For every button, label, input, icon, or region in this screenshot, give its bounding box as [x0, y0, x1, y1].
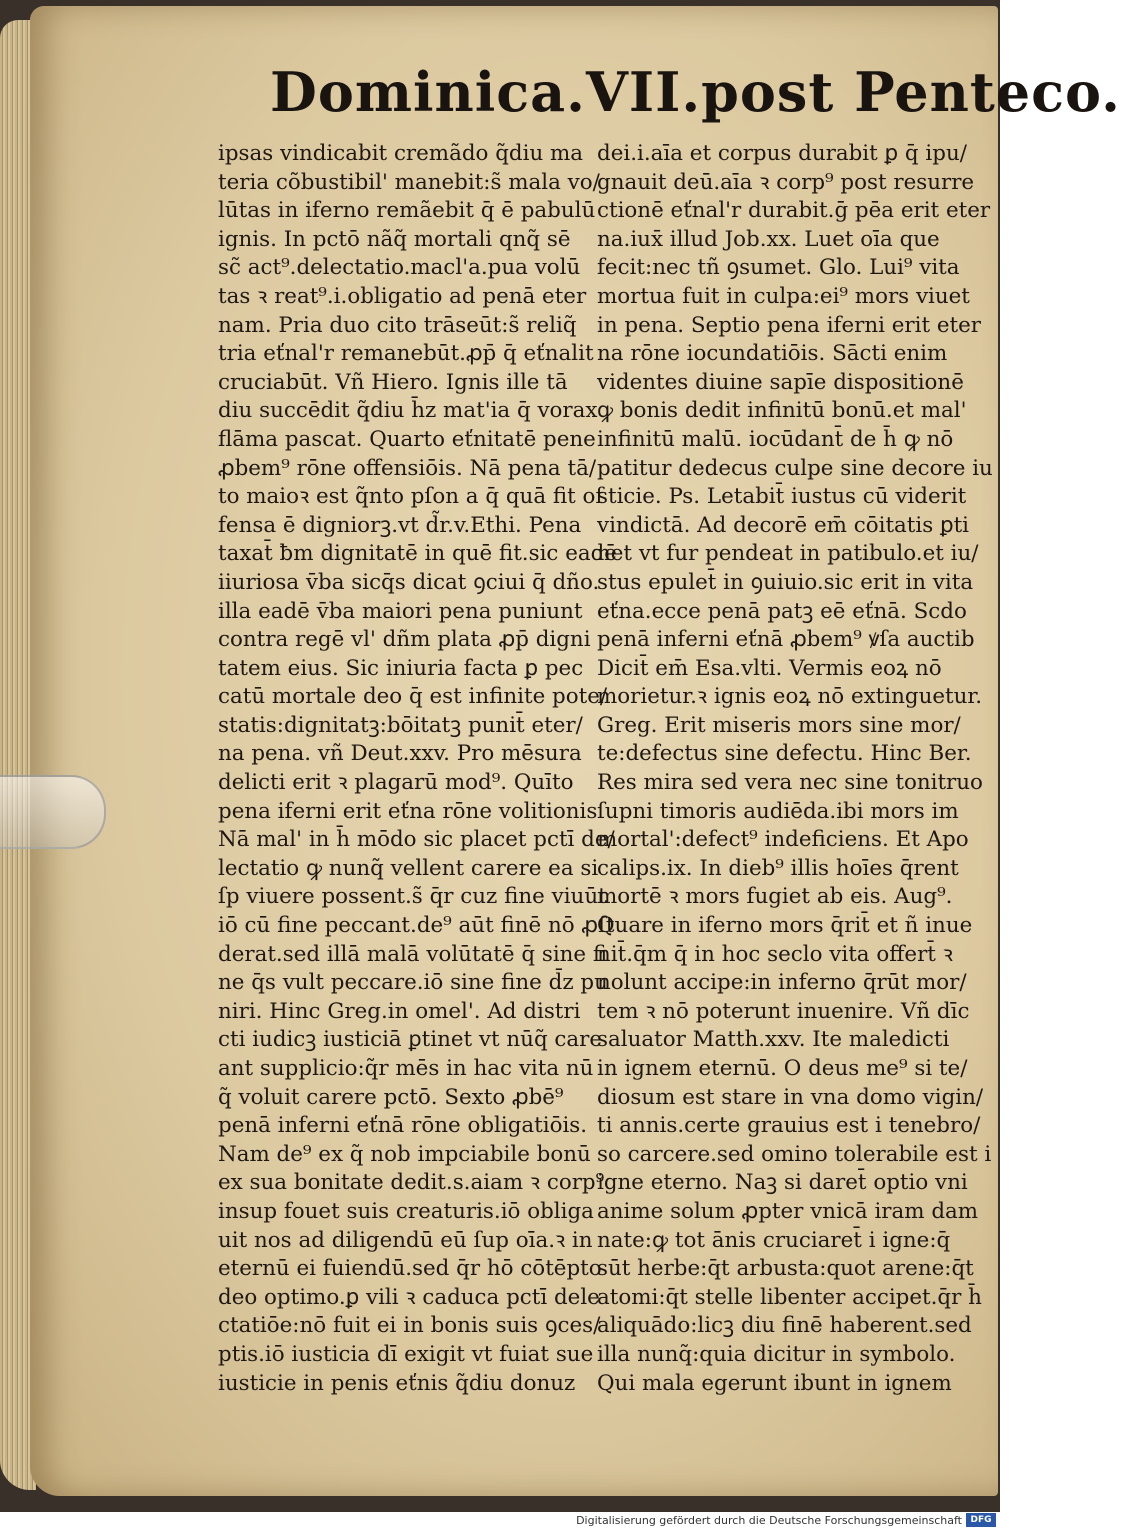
dfg-logo: DFG	[966, 1513, 996, 1527]
text-line: catū mortale deo q̄ est infinite pote/	[218, 684, 608, 710]
text-line: uit nos ad diligendū eū ſup oīa.ꝛ in	[218, 1227, 593, 1253]
text-line: ne q̄s vult peccare.iō sine fine d̄z pu	[218, 970, 608, 996]
text-line: tem ꝛ nō poterunt inuenire. Vñ dīc	[597, 998, 970, 1024]
text-line: ti annis.certe grauius est i tenebro/	[597, 1113, 981, 1139]
text-line: lectatio ꝙ nunq̃ vellent carere ea si	[218, 855, 599, 881]
text-line: patitur dedecus culpe sine decore iu	[597, 455, 993, 481]
text-line: statis:dignitatꝫ:bōitatꝫ punit̄ eter/	[218, 712, 583, 738]
text-line: ptis.iō iusticia dī exigit vt fuiat sue	[218, 1341, 594, 1367]
text-line: na pena. vñ Deut.xxv. Pro mēsura	[218, 741, 582, 767]
text-line: Nā mal' in h̄ mōdo sic placet pctī de/	[218, 827, 615, 853]
text-line: so carcere.sed omino tolerabile est i	[597, 1141, 992, 1167]
text-line: ꝓbem⁹ rōne offensiōis. Nā pena tā/	[218, 455, 597, 481]
text-line: derat.sed illā malā volūtatē q̄ sine fi	[218, 941, 608, 967]
text-line: ignis. In pctō nãq̃ mortali qnq̃ sē	[218, 226, 571, 252]
text-line: ctionē eťnal'r durabit.ḡ pēa erit eter	[597, 198, 991, 224]
text-line: mortua fuit in culpa:ei⁹ mors viuet	[597, 283, 970, 309]
text-line: infinitū malū. iocūdant̄ de h̄ ꝙ nō	[597, 426, 954, 452]
text-line: aliquādo:licꝫ diu finē haberent.sed	[597, 1313, 972, 1339]
text-line: to maioꝛ est q̃nto pſon a q̄ quā fit of	[218, 484, 604, 510]
text-line: illa eadē v̄ba maiori pena puniunt	[218, 598, 583, 624]
text-line: atomi:q̄t stelle libenter accipet.q̄r h̄	[597, 1284, 982, 1310]
text-line: insup fouet suis creaturis.iō obliga	[218, 1198, 594, 1224]
text-line: mortal':defect⁹ indeficiens. Et Apo	[597, 827, 969, 853]
text-line: iō cū fine peccant.de⁹ aūt finē nō ꝓſt	[218, 913, 615, 939]
page-clip	[0, 775, 106, 849]
text-line: cruciabūt. Vñ Hiero. Ignis ille tā	[218, 369, 568, 395]
text-line: Nam de⁹ ex q̃ nob impciabile bonū	[218, 1141, 591, 1167]
text-line: eternū ei fuiendū.sed q̄r hō cōtēpto	[218, 1256, 602, 1282]
text-line: taxat̄ ƀm dignitatē in quē fit.sic eadē	[218, 541, 617, 567]
text-line: mortē ꝛ mors fugiet ab eis. Aug⁹.	[597, 884, 953, 910]
footer-bar	[0, 1512, 1000, 1530]
text-line: stus epulet̄ in ꝯuiuio.sic erit in vita	[597, 569, 974, 595]
text-line: contra regē vl' dñm plata ꝓp̄ digni	[218, 627, 591, 653]
running-header: Dominica.VII.post Penteco.	[270, 60, 1121, 124]
text-line: nolunt accipe:in inferno q̄rūt mor/	[597, 970, 967, 996]
text-line: delicti erit ꝛ plagarū mod⁹. Quīto	[218, 770, 574, 796]
text-line: in pena. Septio pena iferni erit eter	[597, 312, 982, 338]
text-line: diosum est stare in vna domo vigin/	[597, 1084, 984, 1110]
text-line: sūt herbe:q̄t arbusta:quot arene:q̄t	[597, 1256, 974, 1282]
text-line: teria cõbustibil' manebit:s̃ mala vo/	[218, 169, 600, 195]
text-line: ex sua bonitate dedit.s.aiam ꝛ corp⁹	[218, 1170, 605, 1196]
right-text-column	[597, 140, 993, 1396]
text-line: tatem eius. Sic iniuria facta ꝑ pec	[218, 655, 584, 681]
text-line: diu succēdit q̃diu h̄z mat'ia q̄ vorax	[218, 398, 598, 424]
text-line: flāma pascat. Quarto eťnitatē pene	[218, 426, 596, 452]
text-line: penā inferni eťnā ꝓbem⁹ ꝟſa auctib	[597, 627, 975, 653]
text-line: nit̄.q̄m q̄ in hoc seclo vita offert̄ ꝛ	[597, 941, 953, 967]
text-line: Quare in iferno mors q̄rit̄ et ñ inue	[597, 913, 973, 939]
text-line: gnauit deū.aīa ꝛ corp⁹ post resurre	[597, 169, 975, 195]
left-text-column	[218, 140, 617, 1396]
text-line: vindictā. Ad decorē em̄ cōitatis ꝑti	[597, 512, 970, 538]
text-line: na.iux̄ illud Job.xx. Luet oīa que	[597, 226, 940, 252]
text-line: fecit:nec tñ ꝯsumet. Glo. Lui⁹ vita	[597, 255, 960, 281]
funding-credit: Digitalisierung gefördert durch die Deutsche Forschungsgemeinschaft	[576, 1514, 962, 1527]
text-line: nam. Pria duo cito trāseūt:s̃ reliq̃	[218, 312, 577, 338]
text-line: videntes diuine sapīe dispositionē	[597, 369, 964, 395]
text-line: ant supplicio:q̃r mēs in hac vita nū	[218, 1056, 594, 1081]
text-line: ꝙ bonis dedit infinitū bonū.et mal'	[597, 398, 967, 424]
text-line: iiuriosa v̄ba sicq̄s dicat ꝯciui q̄ dño.	[218, 569, 600, 595]
text-line: cti iudicꝫ iusticiā ꝑtinet vt nūq̃ care	[218, 1027, 603, 1053]
text-line: Res mira sed vera nec sine tonitruo	[597, 770, 983, 796]
text-line: te:defectus sine defectu. Hinc Ber.	[597, 741, 972, 767]
text-line: tria eťnal'r remanebūt.ꝓp̄ q̄ eťnalit	[218, 341, 594, 367]
text-line: pena iferni erit eťna rōne volitionis	[218, 798, 598, 824]
text-line: ſp viuere possent.s̃ q̄r cuz fine viuūt	[218, 884, 607, 910]
text-line: in ignem eternū. O deus me⁹ si te/	[597, 1056, 968, 1081]
text-line: deo optimo.ꝑ vili ꝛ caduca pctī dele	[218, 1284, 600, 1310]
text-line: iusticie in penis eťnis q̃diu donuz	[218, 1370, 576, 1396]
text-line: igne eterno. Naꝫ si daret̄ optio vni	[597, 1170, 968, 1196]
text-line: Greg. Erit miseris mors sine mor/	[597, 712, 961, 738]
text-line: illa nunq̃:quia dicitur in symbolo.	[597, 1341, 956, 1367]
text-line: net vt fur pendeat in patibulo.et iu/	[597, 541, 979, 567]
text-line: niri. Hinc Greg.in omel'. Ad distri	[218, 998, 581, 1024]
text-line: tas ꝛ reat⁹.i.obligatio ad penā eter	[218, 283, 587, 309]
text-line: lūtas in iferno remãebit q̄ ē pabulū	[218, 198, 596, 224]
text-line: sticie. Ps. Letabit̄ iustus cū viderit	[597, 484, 967, 510]
text-line: calips.ix. In dieb⁹ illis hoīes q̄rent	[597, 855, 959, 881]
text-line: fensa ē digniorꝫ.vt d̃r.v.Ethi. Pena	[218, 512, 582, 538]
text-line: morietur.ꝛ ignis eoꝝ nō extinguetur.	[597, 684, 983, 710]
text-line: ſupni timoris audiēda.ibi mors im	[597, 798, 959, 824]
text-line: eťna.ecce penā patꝫ eē eťnā. Scdo	[597, 598, 967, 624]
text-line: penā inferni eťnā rōne obligatiōis.	[218, 1113, 588, 1139]
text-line: sc̃ act⁹.delectatio.macl'a.pua volū	[218, 255, 581, 281]
text-line: Dicit̄ em̄ Esa.vlti. Vermis eoꝝ nō	[597, 655, 942, 681]
text-line: dei.i.aīa et corpus durabit ꝑ q̄ ipu/	[597, 141, 967, 166]
text-line: Qui mala egerunt ibunt in ignem	[597, 1370, 952, 1396]
text-line: anime solum ꝓpter vnicā iram dam	[597, 1198, 979, 1224]
text-line: na rōne iocundatiōis. Sācti enim	[597, 341, 948, 367]
text-line: nate:ꝙ tot ānis cruciaret̄ i igne:q̄	[597, 1227, 951, 1253]
text-line: ctatiōe:nō fuit ei in bonis suis ꝯces/	[218, 1313, 601, 1339]
text-line: ipsas vindicabit cremãdo q̃diu ma	[218, 141, 584, 166]
text-line: q̃ voluit carere pctō. Sexto ꝓbē⁹	[218, 1084, 564, 1110]
text-line: saluator Matth.xxv. Ite maledicti	[597, 1027, 950, 1053]
